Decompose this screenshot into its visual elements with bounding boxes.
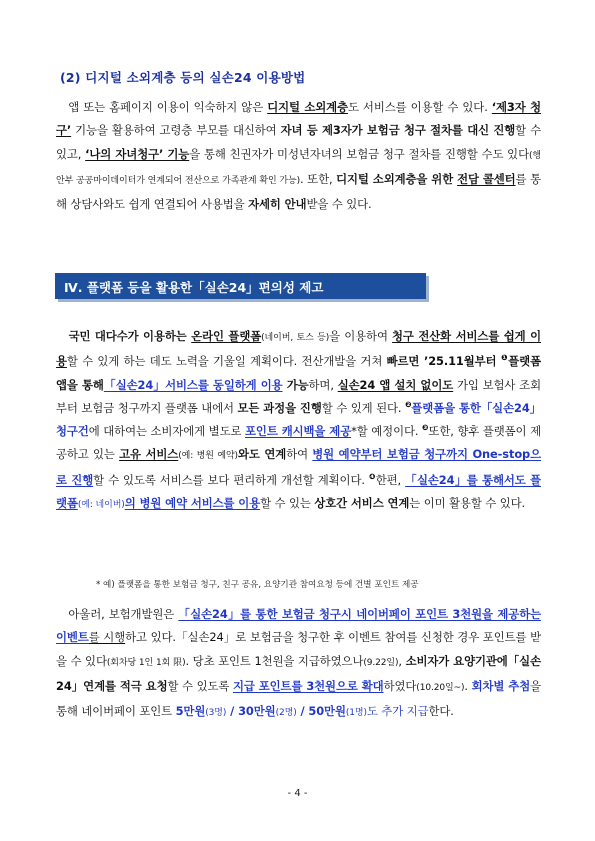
- page-number: - 4 -: [287, 788, 308, 799]
- paragraph-digital-underserved: 앱 또는 홈페이지 이용이 익숙하지 않은 디지털 소외계층도 서비스를 이용할 수 있다. ‘제3자 청구’ 기능을 활용하여 고령층 부모를 대신하여 자녀 등 제3자가 보험금 청구 절차를 대신 진행할 수 있고, ‘나의 자녀청구’ 기능을 통해 친권자가 미성년자녀의 보험금 청구 절차를 진행할 수도 있다(행안부 공공마이데이터가 연계되어 전산으로 가족관계 확인 가능). 또한, 디지털 소외계층을 위한 전담 콜센터를 통해 상담사와도 쉽게 연결되어 사용법을 자세히 안내받을 수 있다.: [56, 100, 542, 212]
- section-heading-2: (2) 디지털 소외계층 등의 실손24 이용방법: [60, 70, 306, 85]
- section-heading-4: Ⅳ. 플랫폼 등을 활용한「실손24」편의성 제고: [64, 280, 324, 295]
- paragraph-event: 아울러, 보험개발원은 「실손24」를 통한 보험금 청구시 네이버페이 포인트 3천원을 제공하는 이벤트를 시행하고 있다.「실손24」로 보험금을 청구한 후 이벤트 참여를 신청한 경우 포인트를 받을 수 있다(회차당 1인 1회 限). 당초 포인트 1천원을 지급하였으나(9.22일), 소비자가 요양기관에「실손24」연계를 적극 요청할 수 있도록 지급 포인트를 3천원으로 확대하였다(10.20일~). 회차별 추첨을 통해 네이버페이 포인트 5만원(3명) / 30만원(2명) / 50만원(1명)도 추가 지급한다.: [56, 607, 542, 719]
- footnote: * 예) 플랫폼을 통한 보험금 청구, 친구 공유, 요양기관 참여요청 등에 건별 포인트 제공: [96, 580, 419, 590]
- section-heading-box: [55, 273, 426, 299]
- paragraph-platform: 국민 대다수가 이용하는 온라인 플랫폼(네이버, 토스 등)을 이용하여 청구 전산화 서비스를 쉽게 이용할 수 있게 하는 데도 노력을 기울일 계획이다. 전산개발을 거쳐 빠르면 ’25.11월부터 $^❶$플랫폼 앱을 통해「실손24」서비스를 동일하게 이용 가능하며, 실손24 앱 설치 없이도 가입 보험사 조회부터 보험금 청구까지 플랫폼 내에서 모든 과정을 진행할 수 있게 된다. $^❷$플랫폼을 통한「실손24」청구건에 대하여는 소비자에게 별도로 포인트 캐시백을 제공*할 예정이다. $^❸$또한, 향후 플랫폼이 제공하고 있는 고유 서비스(예: 병원 예약)와도 연계하여 병원 예약부터 보험금 청구까지 One-stop으로 진행할 수 있도록 서비스를 보다 편리하게 개선할 계획이다. $^❹$한편, 「실손24」를 통해서도 플랫폼(예: 네이버)의 병원 예약 서비스를 이용할 수 있는 상호간 서비스 연계는 이미 활용할 수 있다.: [56, 329, 542, 511]
